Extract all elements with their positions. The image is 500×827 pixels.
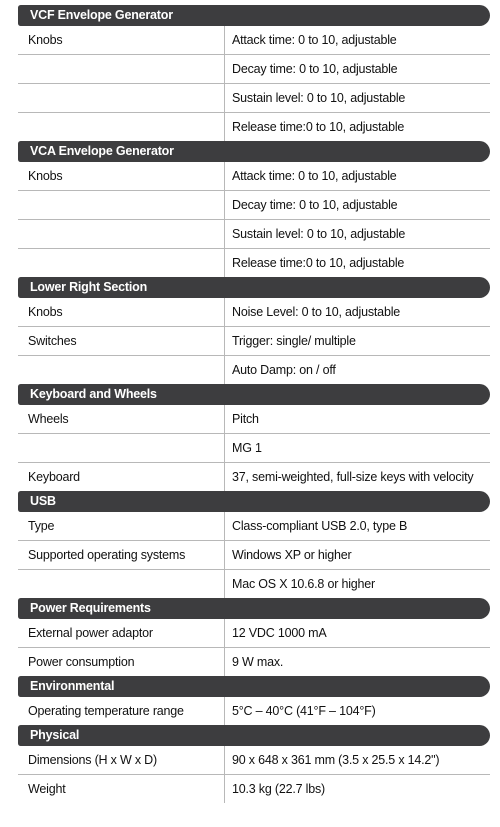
section-rows: [18, 619, 490, 676]
spec-row: [18, 775, 490, 803]
spec-value: 5°C – 40°C (41°F – 104°F): [232, 704, 376, 718]
spec-value: 37, semi-weighted, full-size keys with velocity: [232, 470, 474, 484]
spec-row: [18, 249, 490, 277]
spec-value: Decay time: 0 to 10, adjustable: [232, 198, 398, 212]
spec-row: [18, 55, 490, 84]
spec-label: Power consumption: [18, 648, 225, 676]
spec-label: [18, 113, 225, 141]
spec-value: 12 VDC 1000 mA: [232, 626, 327, 640]
spec-row: [18, 162, 490, 191]
spec-row: [18, 697, 490, 725]
spec-label: Operating temperature range: [18, 697, 225, 725]
spec-label: [18, 249, 225, 277]
section-header: VCA Envelope Generator: [18, 141, 490, 162]
spec-label: [18, 220, 225, 248]
spec-row: [18, 405, 490, 434]
spec-value: Release time:0 to 10, adjustable: [232, 120, 405, 134]
spec-label: Dimensions (H x W x D): [18, 746, 225, 774]
spec-label: [18, 434, 225, 462]
section-rows: [18, 512, 490, 598]
spec-value: Auto Damp: on / off: [232, 363, 336, 377]
spec-label: Knobs: [18, 162, 225, 190]
spec-value: Release time:0 to 10, adjustable: [232, 256, 405, 270]
section-header: Physical: [18, 725, 490, 746]
spec-section-keyboard-and-wheels: [18, 384, 490, 491]
spec-row: [18, 113, 490, 141]
section-rows: [18, 746, 490, 803]
spec-row: [18, 619, 490, 648]
spec-value: Noise Level: 0 to 10, adjustable: [232, 305, 401, 319]
section-header: USB: [18, 491, 490, 512]
spec-row: [18, 746, 490, 775]
spec-label: Knobs: [18, 298, 225, 326]
spec-value: Sustain level: 0 to 10, adjustable: [232, 227, 406, 241]
spec-value: Mac OS X 10.6.8 or higher: [232, 577, 375, 591]
spec-value: Windows XP or higher: [232, 548, 352, 562]
spec-row: [18, 463, 490, 491]
spec-label: Switches: [18, 327, 225, 355]
spec-row: [18, 512, 490, 541]
section-header: VCF Envelope Generator: [18, 5, 490, 26]
section-rows: [18, 298, 490, 384]
spec-row: [18, 356, 490, 384]
spec-label: [18, 84, 225, 112]
spec-value: Class-compliant USB 2.0, type B: [232, 519, 408, 533]
section-rows: [18, 26, 490, 141]
spec-label: [18, 191, 225, 219]
spec-row: [18, 434, 490, 463]
spec-label: Wheels: [18, 405, 225, 433]
spec-label: [18, 356, 225, 384]
spec-label: Type: [18, 512, 225, 540]
spec-row: [18, 648, 490, 676]
spec-value: 9 W max.: [232, 655, 284, 669]
spec-value: MG 1: [232, 441, 262, 455]
spec-label: Keyboard: [18, 463, 225, 491]
spec-row: [18, 26, 490, 55]
spec-section-lower-right-section: [18, 277, 490, 384]
spec-section-usb: [18, 491, 490, 598]
spec-row: [18, 570, 490, 598]
spec-value: Decay time: 0 to 10, adjustable: [232, 62, 398, 76]
spec-row: [18, 541, 490, 570]
spec-row: [18, 220, 490, 249]
spec-section-vca-envelope-generator: [18, 141, 490, 277]
section-rows: [18, 405, 490, 491]
spec-value: Pitch: [232, 412, 259, 426]
section-rows: [18, 162, 490, 277]
spec-value: Sustain level: 0 to 10, adjustable: [232, 91, 406, 105]
spec-row: [18, 298, 490, 327]
spec-section-vcf-envelope-generator: [18, 5, 490, 141]
spec-label: Supported operating systems: [18, 541, 225, 569]
section-header: Keyboard and Wheels: [18, 384, 490, 405]
spec-value: 10.3 kg (22.7 lbs): [232, 782, 325, 796]
spec-section-physical: [18, 725, 490, 803]
spec-label: Weight: [18, 775, 225, 803]
spec-value: Attack time: 0 to 10, adjustable: [232, 33, 397, 47]
spec-section-environmental: [18, 676, 490, 725]
spec-label: External power adaptor: [18, 619, 225, 647]
spec-label: [18, 55, 225, 83]
spec-label: [18, 570, 225, 598]
spec-row: [18, 191, 490, 220]
spec-sheet: [18, 5, 490, 803]
spec-value: Trigger: single/ multiple: [232, 334, 356, 348]
section-header: Environmental: [18, 676, 490, 697]
spec-value: Attack time: 0 to 10, adjustable: [232, 169, 397, 183]
spec-row: [18, 84, 490, 113]
section-rows: [18, 697, 490, 725]
section-header: Lower Right Section: [18, 277, 490, 298]
section-header: Power Requirements: [18, 598, 490, 619]
spec-section-power-requirements: [18, 598, 490, 676]
spec-row: [18, 327, 490, 356]
spec-value: 90 x 648 x 361 mm (3.5 x 25.5 x 14.2"): [232, 753, 440, 767]
spec-label: Knobs: [18, 26, 225, 54]
